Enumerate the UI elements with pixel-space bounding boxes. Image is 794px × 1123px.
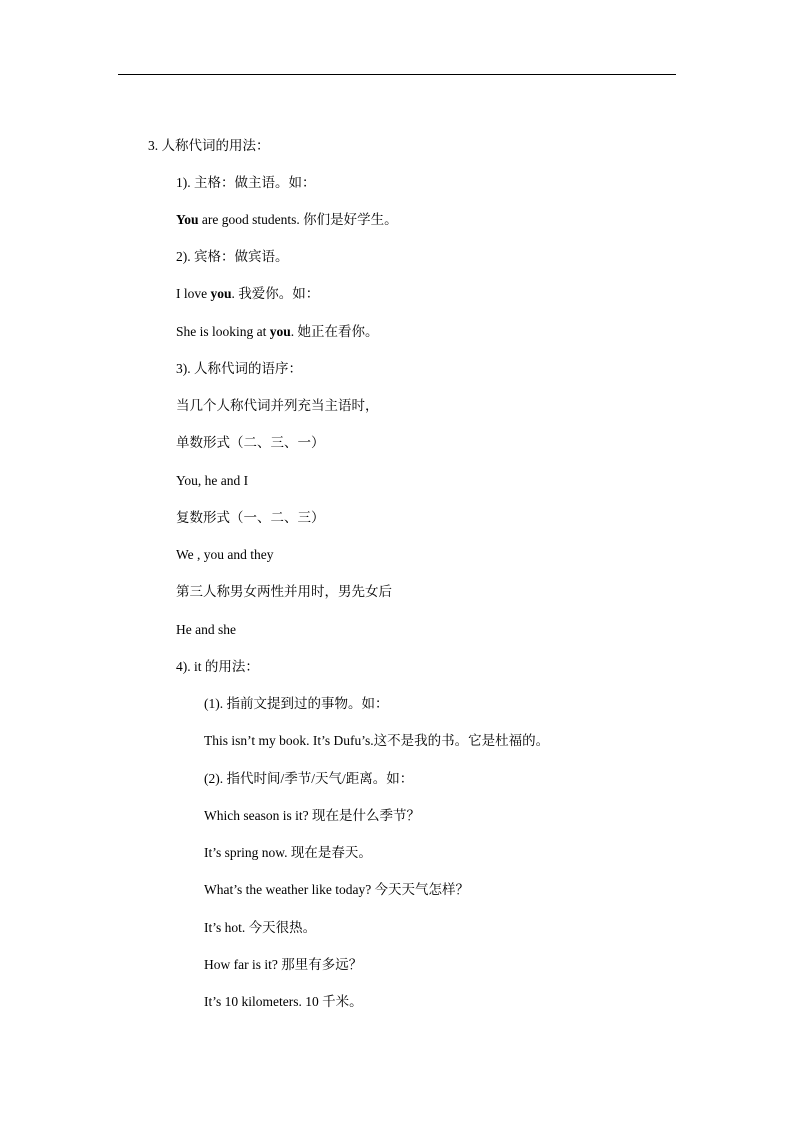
emphasis-word: you bbox=[269, 324, 291, 339]
nominative-example bbox=[176, 211, 398, 229]
it-point-2: (2). 指代时间/季节/天气/距离。如： bbox=[204, 771, 414, 786]
plural-label: 复数形式（一、二、三） bbox=[176, 510, 325, 525]
objective-example-1 bbox=[176, 285, 319, 303]
order-title: 3). 人称代词的语序： bbox=[176, 361, 302, 376]
example-text: are good students. 你们是好学生。 bbox=[198, 212, 398, 227]
example-text: . 我爱你。如： bbox=[231, 286, 320, 301]
header-rule bbox=[118, 74, 676, 75]
it-example: Which season is it? 现在是什么季节？ bbox=[204, 808, 420, 823]
plural-example: We , you and they bbox=[176, 547, 274, 562]
it-example: How far is it? 那里有多远？ bbox=[204, 957, 363, 972]
it-point-1: (1). 指前文提到过的事物。如： bbox=[204, 696, 389, 711]
emphasis-word: you bbox=[210, 286, 232, 301]
objective-example-2 bbox=[176, 323, 379, 341]
it-example: It’s spring now. 现在是春天。 bbox=[204, 845, 372, 860]
section-heading: 3. 人称代词的用法： bbox=[148, 138, 270, 153]
example-text: . 她正在看你。 bbox=[290, 324, 379, 339]
example-text: She is looking at bbox=[176, 324, 270, 339]
singular-label: 单数形式（二、三、一） bbox=[176, 435, 325, 450]
it-usage-title: 4). it 的用法： bbox=[176, 659, 259, 674]
emphasis-word: You bbox=[176, 212, 199, 227]
it-example: It’s hot. 今天很热。 bbox=[204, 920, 317, 935]
it-example: It’s 10 kilometers. 10 千米。 bbox=[204, 994, 363, 1009]
gender-example: He and she bbox=[176, 622, 236, 637]
order-intro: 当几个人称代词并列充当主语时， bbox=[176, 398, 379, 413]
nominative-title: 1). 主格：做主语。如： bbox=[176, 175, 316, 190]
example-text: I love bbox=[176, 286, 211, 301]
it-example: What’s the weather like today? 今天天气怎样？ bbox=[204, 882, 470, 897]
it-point-1-example: This isn’t my book. It’s Dufu’s.这不是我的书。它是杜福的。 bbox=[204, 733, 550, 748]
singular-example: You, he and I bbox=[176, 473, 249, 488]
gender-rule: 第三人称男女两性并用时，男先女后 bbox=[176, 584, 392, 599]
objective-title: 2). 宾格：做宾语。 bbox=[176, 249, 289, 264]
